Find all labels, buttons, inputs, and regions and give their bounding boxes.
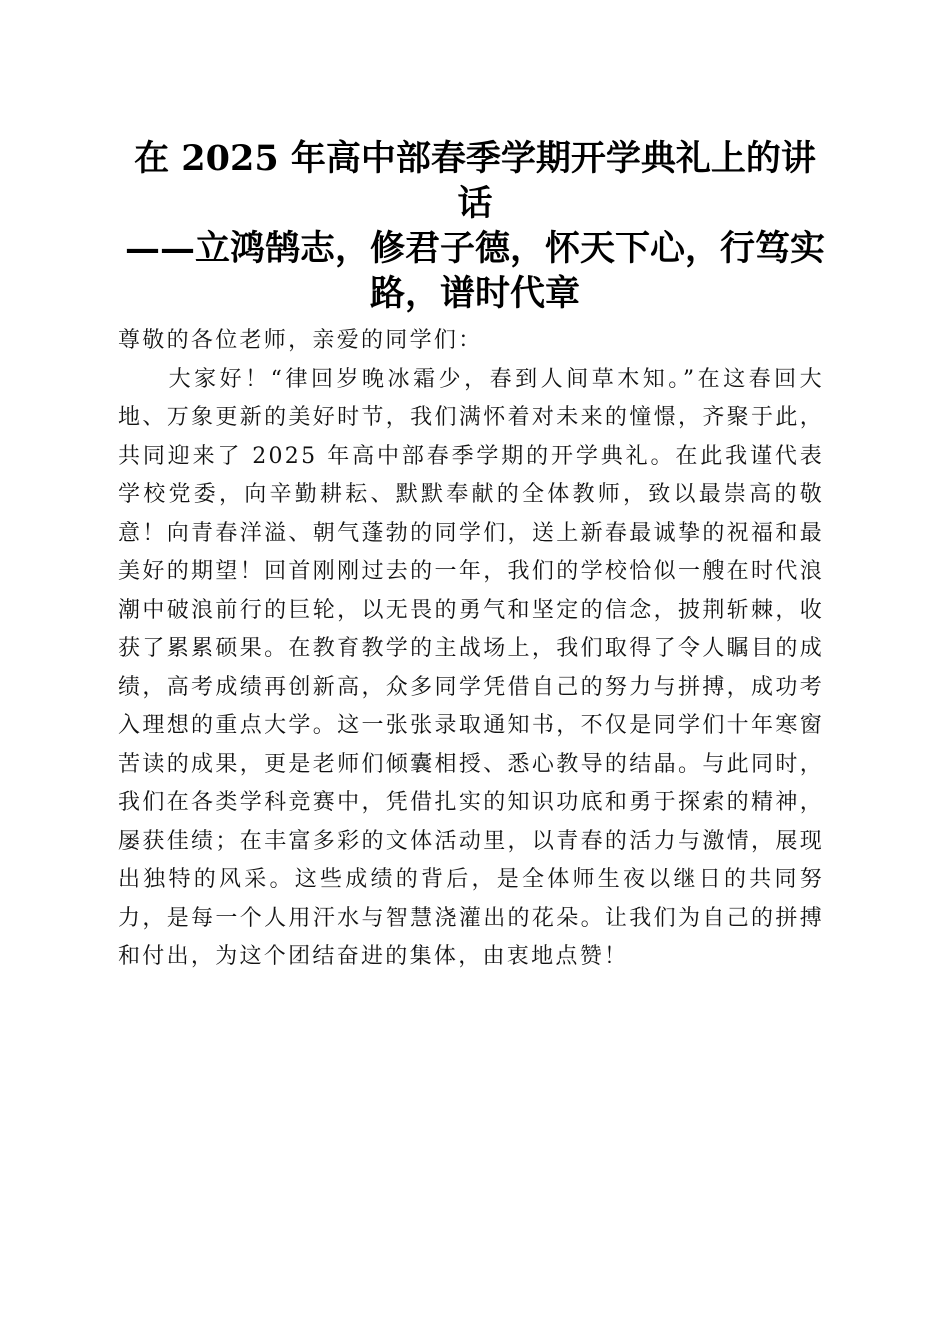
salutation: 尊敬的各位老师，亲爱的同学们： <box>118 328 483 353</box>
speech-body <box>118 322 824 977</box>
title-line-2: ——立鸿鹄志，修君子德，怀天下心，行笃实路，谱时代章 <box>124 228 825 314</box>
title-line-1: 在 2025 年高中部春季学期开学典礼上的讲话 <box>134 138 816 224</box>
paragraph-1: 大家好！“律回岁晚冰霜少，春到人间草木知。”在这春回大地、万象更新的美好时节，我们满怀着对未来的憧憬，齐聚于此，共同迎来了 2025 年高中部春季学期的开学典礼。在此我谨代表学校党委，向辛勤耕耘、默默奉献的全体教师，致以最崇高的敬意！向青春洋溢、朝气蓬勃的同学们，送上新春最诚挚的祝福和最美好的期望！回首刚刚过去的一年，我们的学校恰似一艘在时代浪潮中破浪前行的巨轮，以无畏的勇气和坚定的信念，披荆斩棘，收获了累累硕果。在教育教学的主战场上，我们取得了令人瞩目的成绩，高考成绩再创新高，众多同学凭借自己的努力与拼搏，成功考入理想的重点大学。这一张张录取通知书，不仅是同学们十年寒窗苦读的成果，更是老师们倾囊相授、悉心教导的结晶。与此同时，我们在各类学科竞赛中，凭借扎实的知识功底和勇于探索的精神，屡获佳绩；在丰富多彩的文体活动里，以青春的活力与激情，展现出独特的风采。这些成绩的背后，是全体师生夜以继日的共同努力，是每一个人用汗水与智慧浇灌出的花朵。让我们为自己的拼搏和付出，为这个团结奋进的集体，由衷地点赞！ <box>118 366 824 969</box>
speech-title <box>118 136 832 316</box>
